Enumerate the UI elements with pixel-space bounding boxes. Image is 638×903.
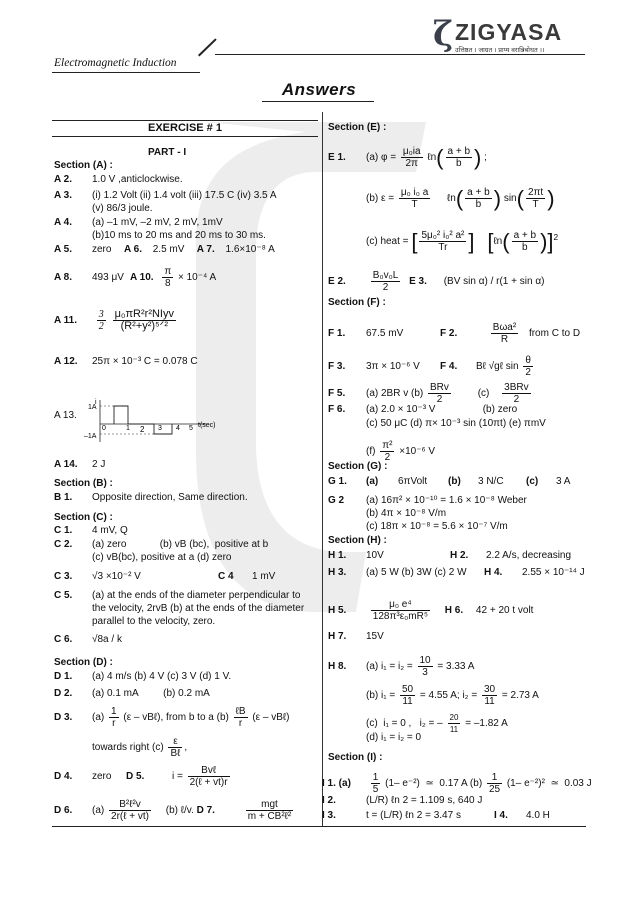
answer-g2: [328, 495, 527, 507]
value-h6: 42 + 20 t volt: [475, 605, 534, 617]
fraction-b: [428, 382, 451, 405]
numerator: θ: [525, 355, 531, 366]
denominator: R: [500, 334, 509, 345]
denominator: 25: [488, 784, 501, 795]
numerator: μ₀πR²r²NIyv: [114, 308, 174, 320]
part-heading: PART - I: [148, 147, 187, 158]
answer-a14: [54, 459, 105, 471]
value: 2 J: [92, 459, 106, 470]
value: 25π × 10⁻³ C = 0.078 C: [92, 356, 198, 367]
zigyasa-logo: [433, 14, 593, 54]
ln: ℓn: [427, 152, 437, 164]
fraction: [113, 309, 176, 332]
fraction: [523, 355, 533, 378]
denominator: b: [522, 242, 528, 253]
numerator: μ₀ i₀ a: [400, 187, 429, 198]
fraction: [401, 146, 423, 169]
value-a7: 1.6×10⁻⁸ A: [225, 244, 275, 255]
fraction: [188, 765, 230, 788]
exercise-heading: EXERCISE # 1: [52, 120, 318, 137]
fraction-3: [168, 736, 182, 759]
denominator: m + CB²ℓ²: [247, 811, 292, 822]
fraction-c: [448, 712, 461, 735]
tick-minus-1a: –1A: [84, 433, 97, 440]
page-title: Answers: [281, 80, 357, 99]
column-divider: [322, 112, 323, 827]
answer-c1: [54, 525, 128, 537]
b-middle: = 4.55 A; i₂ =: [419, 690, 478, 702]
section-a-heading: Section (A) :: [54, 160, 113, 171]
numerator: 1: [111, 706, 117, 717]
denominator: 2: [98, 321, 104, 332]
fraction-1: [109, 706, 119, 729]
c-prefix: (c) heat =: [366, 236, 409, 248]
value-h2: 2.2 A/s, decreasing: [486, 550, 572, 561]
answer-h8-b: [366, 684, 539, 707]
tick-3: 3: [158, 425, 162, 432]
value-i4: 4.0 H: [526, 810, 550, 821]
sin: sin: [503, 193, 517, 205]
value: √8a / k: [92, 634, 122, 645]
label-a10: A 10.: [130, 272, 154, 284]
tick-5: 5: [189, 425, 193, 432]
label: H 7.: [328, 631, 347, 642]
tick-2: 2: [140, 425, 145, 434]
label-h4: H 4.: [484, 567, 503, 578]
value-e3: (BV sin α) / r(1 + sin α): [443, 276, 545, 288]
d5-prefix: i =: [172, 771, 183, 783]
answer-b1: [54, 492, 248, 504]
value: (a) –1 mV, –2 mV, 2 mV, 1mV: [92, 217, 223, 228]
answer-d1: [54, 671, 231, 683]
denominator: r: [112, 718, 116, 729]
numerator: BRv: [430, 382, 449, 393]
tick-0: 0: [102, 425, 106, 432]
label: A 2.: [54, 174, 72, 185]
value: (i) 1.2 Volt (ii) 1.4 volt (iii) 17.5 C (iv) 3.5 A: [92, 190, 277, 201]
answer-e2: [328, 270, 544, 293]
numerator: 1: [372, 772, 379, 783]
value: 10V: [366, 550, 384, 561]
value: (a) 16π² × 10⁻¹⁰ = 1.6 × 10⁻⁸ Weber: [366, 495, 527, 506]
label-e3: E 3.: [409, 276, 427, 288]
answer-i2: [322, 795, 482, 807]
numerator: π²: [382, 440, 393, 451]
b-tail: = 2.73 A: [501, 690, 539, 702]
numerator: 30: [483, 684, 496, 695]
answer-a3-line2: (v) 86/3 joule.: [92, 203, 153, 214]
answer-g2-line2: (b) 4π × 10⁻⁸ V/m: [366, 508, 447, 519]
label: A 5.: [54, 244, 72, 255]
denominator: 8: [164, 278, 171, 289]
fraction-inner: [512, 230, 539, 253]
label-a6: A 6.: [124, 244, 142, 255]
logo-mark-icon: ζ: [433, 14, 454, 54]
b-tail: (1– e⁻²)² ≃ 0.03 J: [506, 778, 592, 790]
fraction: [419, 230, 466, 253]
ln: ℓn: [447, 193, 456, 205]
fraction-inner: [446, 146, 473, 169]
f-tail: ×10⁻⁶ V: [399, 446, 436, 458]
answer-d3: [54, 706, 289, 729]
answer-g2-line3: (c) 18π × 10⁻⁸ = 5.6 × 10⁻⁷ V/m: [366, 521, 508, 532]
answer-f1: [328, 322, 580, 345]
title-underline: [262, 101, 374, 102]
part-a: (a): [92, 712, 105, 724]
label: A 4.: [54, 217, 72, 228]
fraction-c: [502, 382, 530, 405]
a-tail: = 3.33 A: [437, 661, 475, 673]
a-middle: (1– e⁻²) ≃ 0.17 A (b): [385, 778, 483, 790]
label: H 8.: [328, 661, 347, 673]
answer-i3: [322, 810, 550, 822]
label: E 1.: [328, 152, 346, 164]
label: C 5.: [54, 590, 73, 601]
label: F 6.: [328, 404, 346, 415]
numerator: Bvℓ: [188, 765, 230, 777]
fraction-a: [418, 655, 433, 678]
answer-f5: [328, 382, 533, 405]
answer-c5-line3: parallel to the velocity, zero.: [92, 616, 216, 627]
value-a10-tail: × 10⁻⁴ A: [178, 272, 217, 284]
denominator: 2r(ℓ + vt): [111, 811, 149, 822]
answer-f6-f: [366, 440, 435, 463]
denominator: 3: [422, 667, 428, 678]
denominator: T: [532, 199, 539, 210]
answer-c6: [54, 634, 122, 646]
part-b: (b) ℓ/v.: [165, 805, 194, 817]
label: F 5.: [328, 388, 346, 400]
denominator: T: [411, 199, 418, 210]
label: F 1.: [328, 328, 346, 340]
part-a: (a): [366, 476, 379, 487]
answer-e1-c: (c) heat = [ $\frac{\text{5μ₀² i₀² a²}}{Tr}$ ] [ℓn( $\frac{a + b}{b}$ )]$^2$: [366, 228, 559, 254]
value: t = (L/R) ℓn 2 = 3.47 s: [366, 810, 461, 821]
label-h6: H 6.: [444, 605, 464, 617]
label: D 1.: [54, 671, 73, 682]
answer-h1: [328, 550, 571, 562]
header-underline: [52, 72, 200, 73]
answer-c2: [54, 539, 268, 551]
label: G 1.: [328, 476, 347, 487]
answer-d2: [54, 688, 210, 700]
answer-f6-line2: (c) 50 μC (d) π× 10⁻³ sin (10πt) (e) πmV: [366, 418, 546, 429]
value-b: 3 N/C: [478, 476, 504, 487]
denominator: b: [455, 158, 462, 169]
numerator: 5μ₀² i₀² a²: [421, 230, 465, 241]
numerator: Bωa²: [492, 322, 517, 333]
label: D 3.: [54, 712, 73, 724]
label: I 3.: [322, 810, 336, 821]
label: A 11.: [54, 315, 77, 327]
answer-h5: [328, 599, 533, 622]
section-i-heading: Section (I) :: [328, 752, 383, 763]
numerator: a + b: [447, 146, 471, 157]
section-g-heading: Section (G) :: [328, 461, 388, 472]
tick-4: 4: [176, 425, 180, 432]
header-rule: [215, 54, 585, 55]
label: I 2.: [322, 795, 336, 806]
answer-c3: [54, 571, 275, 583]
chapter-title: Electromagnetic Induction: [54, 57, 177, 69]
label: C 2.: [54, 539, 73, 550]
value: 3π × 10⁻⁶ V: [366, 361, 420, 373]
denominator: 2: [525, 367, 531, 378]
denominator: r: [238, 718, 243, 729]
label-i4: I 4.: [494, 810, 508, 821]
denominator: 5: [372, 784, 379, 795]
answer-e1-b: (b) ε = $\frac{\text{μ₀ i₀ a}}{T}$ ℓn( $\frac{a + b}{b}$ ) sin( $\frac{2\pi t}{T}$ ): [366, 185, 555, 211]
value: (a) 5 W (b) 3W (c) 2 W: [366, 567, 467, 578]
denominator: 11: [402, 696, 413, 707]
label: D 4.: [54, 771, 73, 783]
label-f2: F 2.: [440, 328, 458, 340]
answer-h8-d: (d) i₁ = i₂ = 0: [366, 732, 422, 743]
numerator: 3BRv: [504, 382, 529, 393]
b-prefix: (b) ε =: [366, 193, 395, 205]
numerator: π: [164, 266, 172, 277]
answer-a4-line2: (b)10 ms to 20 ms and 20 ms to 30 ms.: [92, 230, 266, 241]
power: 2: [553, 231, 559, 242]
numerator: mgt: [246, 799, 294, 811]
c-prefix: (c) i₁ = 0 , i₂ = –: [366, 718, 443, 730]
fraction: [162, 266, 173, 289]
tick-1: 1: [126, 425, 130, 432]
value: 67.5 mV: [366, 328, 404, 340]
value: 15V: [366, 631, 384, 642]
value-f4: Bℓ √gℓ sin: [476, 361, 519, 373]
text: towards right (c): [92, 742, 164, 754]
answer-f3: [328, 355, 535, 378]
answer-c5-line2: the velocity, 2rvB (b) at the ends of the diameter: [92, 603, 305, 614]
denominator: Bℓ: [170, 748, 181, 759]
numerator: μ₀ia: [402, 146, 421, 157]
axis-i-label: i: [95, 399, 97, 406]
numerator: a + b: [467, 187, 490, 198]
section-h-heading: Section (H) :: [328, 535, 387, 546]
label: G 2: [328, 495, 345, 506]
answer-e1: E 1. (a) φ = $\frac{\text{μ₀ia}}{2\pi}$ ℓn( $\frac{a + b}{b}$ ) ;: [328, 144, 487, 170]
label: H 1.: [328, 550, 347, 561]
section-e-heading: Section (E) :: [328, 122, 387, 133]
value: (L/R) ℓn 2 = 1.109 s, 640 J: [366, 795, 483, 806]
value: zero: [92, 771, 112, 783]
fraction: [399, 187, 430, 210]
numerator: 10: [419, 655, 431, 666]
answer-a13-label: A 13.: [54, 410, 77, 421]
answer-a8: [54, 266, 216, 289]
fraction: [371, 270, 401, 293]
answer-h3: [328, 567, 585, 579]
tick-1a: 1A: [88, 404, 97, 411]
label: C 1.: [54, 525, 73, 536]
fraction-b: [487, 772, 502, 795]
tail-text: (ε – vBℓ): [252, 712, 290, 724]
label: F 3.: [328, 361, 346, 373]
numerator: 1: [487, 772, 502, 784]
bottom-rule: [52, 826, 586, 827]
a-prefix: (a) φ =: [366, 152, 397, 164]
denominator: 2: [382, 282, 389, 293]
numerator: ℓB: [235, 706, 246, 717]
logo-tagline: उत्तिष्ठत । जाग्रत । प्राप्य वरान्निबोधत ।।: [455, 47, 545, 54]
fraction-a: [371, 772, 381, 795]
ln: ℓn: [493, 236, 503, 248]
label: H 5.: [328, 605, 347, 617]
value: (a) at the ends of the diameter perpendicular to: [92, 590, 301, 601]
denominator: 2(ℓ + vt)r: [189, 777, 228, 788]
fraction: [109, 799, 151, 822]
header-slant: [198, 38, 217, 56]
fraction: [491, 322, 518, 345]
value: (a) zero (b) vB (bc), positive at b: [92, 539, 269, 550]
label: A 14.: [54, 459, 78, 470]
current-time-graph: [84, 398, 228, 444]
label: D 6.: [54, 805, 73, 817]
label: A 3.: [54, 190, 72, 201]
numerator: 50: [402, 684, 414, 695]
part-a: (a): [92, 805, 105, 817]
section-d-heading: Section (D) :: [54, 657, 113, 668]
coefficient: [97, 309, 106, 332]
value: (a) 2.0 × 10⁻³ V (b) zero: [366, 404, 518, 415]
fraction-d7: [246, 799, 294, 822]
value-h4: 2.55 × 10⁻¹⁴ J: [522, 567, 585, 578]
answer-d3-line2: towards right (c) $\frac{\varepsilon}{\text{Bℓ}}$ ,: [92, 736, 188, 759]
value-a: 6πVolt: [398, 476, 428, 487]
value: √3 ×10⁻² V: [92, 571, 141, 582]
label: A 12.: [54, 356, 78, 367]
fraction-b2: [482, 684, 497, 707]
denominator: 128π³ε₀mR⁵: [372, 611, 429, 622]
label: E 2.: [328, 276, 346, 288]
value: (a) 2BR v (b): [366, 388, 424, 400]
answer-g1: [328, 476, 570, 488]
numerator: B₀v₀L: [372, 270, 399, 281]
answer-a12: [54, 356, 198, 368]
denominator: 2: [513, 394, 520, 405]
value: 493 μV: [92, 272, 124, 284]
numerator: 20: [449, 713, 459, 722]
label: C 6.: [54, 634, 73, 645]
b-prefix: (b) i₁ =: [366, 690, 396, 702]
answer-d6: [54, 799, 295, 822]
label: I 1. (a): [322, 778, 351, 790]
value: (a) 4 m/s (b) 4 V (c) 3 V (d) 1 V.: [92, 671, 232, 682]
denominator: 2: [436, 394, 443, 405]
numerator: 3: [98, 309, 104, 320]
label: C 3.: [54, 571, 73, 582]
fraction-2: [234, 706, 248, 729]
answer-c2-line2: (c) vB(bc), positive at a (d) zero: [92, 552, 232, 563]
a-prefix: (a) i₁ = i₂ =: [366, 661, 413, 673]
label: B 1.: [54, 492, 73, 503]
answer-d4: [54, 765, 232, 788]
value: Opposite direction, Same direction.: [92, 492, 248, 503]
value: zero: [92, 244, 112, 255]
answer-a11: [54, 309, 178, 332]
numerator: B²ℓ²v: [109, 799, 151, 811]
fraction: [371, 599, 430, 622]
c-tail: = –1.82 A: [465, 718, 508, 730]
part-c: (c): [477, 388, 490, 400]
label-f4: F 4.: [440, 361, 458, 373]
label-h2: H 2.: [450, 550, 469, 561]
answer-a4: [54, 217, 223, 229]
label-d5: D 5.: [126, 771, 145, 783]
value: 4 mV, Q: [92, 525, 128, 536]
numerator: a + b: [513, 230, 537, 241]
answer-h7: [328, 631, 384, 643]
label: A 8.: [54, 272, 72, 284]
answer-a5: [54, 244, 275, 256]
value-c: 3 A: [556, 476, 571, 487]
fraction: [380, 440, 394, 463]
answer-a3: [54, 190, 277, 202]
answer-f6: [328, 404, 517, 416]
label: H 3.: [328, 567, 347, 578]
label-d7: D 7.: [196, 805, 215, 817]
denominator: 11: [449, 725, 459, 734]
answer-a2: [54, 174, 183, 186]
f-prefix: (f): [366, 446, 376, 458]
section-b-heading: Section (B) :: [54, 478, 113, 489]
section-c-heading: Section (C) :: [54, 512, 113, 523]
answer-i1: [322, 772, 592, 795]
part-b: (b): [448, 476, 461, 487]
denominator: b: [475, 199, 482, 210]
numerator: ε: [168, 736, 182, 748]
label-a7: A 7.: [196, 244, 215, 255]
label-c4: C 4: [218, 571, 234, 582]
value: (a) 0.1 mA (b) 0.2 mA: [92, 688, 210, 699]
answer-c5: [54, 590, 300, 602]
answer-h8: [328, 655, 474, 678]
part-c: (c): [526, 476, 539, 487]
fraction-inner: [465, 187, 492, 210]
section-f-heading: Section (F) :: [328, 297, 386, 308]
axis-t-label: t(sec): [198, 422, 216, 429]
denominator: 2: [384, 452, 391, 463]
f2-tail: from C to D: [528, 328, 581, 340]
denominator: 11: [484, 696, 495, 707]
logo-brand: ZIGYASA: [455, 19, 563, 45]
middle-text: (ε – vBℓ), from b to a (b): [123, 712, 229, 724]
denominator: (R²+y²)⁵ᐟ²: [120, 320, 168, 332]
label: D 2.: [54, 688, 73, 699]
value: 1.0 V ,anticlockwise.: [92, 174, 183, 185]
denominator: 2π: [405, 158, 418, 169]
fraction-b1: [400, 684, 415, 707]
denominator: Tr: [438, 242, 448, 253]
value-c4: 1 mV: [252, 571, 276, 582]
fraction-arg: [526, 187, 545, 210]
value-a6: 2.5 mV: [152, 244, 185, 255]
numerator: μ₀ e⁴: [371, 599, 430, 611]
numerator: 2πt: [527, 187, 544, 198]
